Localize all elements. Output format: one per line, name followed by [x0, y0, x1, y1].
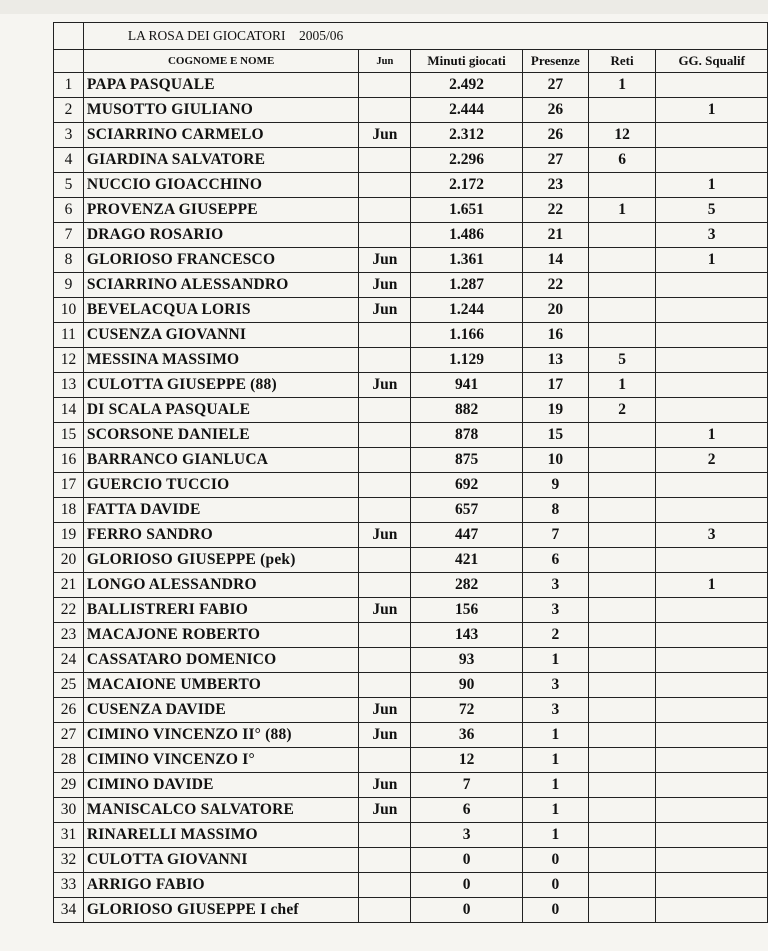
junior-flag: Jun: [359, 523, 411, 548]
row-number: 20: [54, 548, 84, 573]
goals: 2: [588, 398, 656, 423]
player-name: PROVENZA GIUSEPPE: [83, 198, 359, 223]
suspension-days: [656, 498, 768, 523]
suspension-days: 2: [656, 448, 768, 473]
header-num: [54, 50, 84, 73]
junior-flag: [359, 498, 411, 523]
player-name: ARRIGO FABIO: [83, 873, 359, 898]
minutes-played: 2.492: [411, 73, 523, 98]
player-name: MUSOTTO GIULIANO: [83, 98, 359, 123]
junior-flag: [359, 173, 411, 198]
player-name: CIMINO VINCENZO I°: [83, 748, 359, 773]
suspension-days: [656, 873, 768, 898]
minutes-played: 878: [411, 423, 523, 448]
table-row: [54, 523, 768, 548]
player-name: CUSENZA DAVIDE: [83, 698, 359, 723]
player-name: SCIARRINO CARMELO: [83, 123, 359, 148]
presences: 26: [522, 123, 588, 148]
minutes-played: 875: [411, 448, 523, 473]
table-row: [54, 548, 768, 573]
minutes-played: 143: [411, 623, 523, 648]
junior-flag: Jun: [359, 773, 411, 798]
player-name: DRAGO ROSARIO: [83, 223, 359, 248]
player-name: CULOTTA GIUSEPPE (88): [83, 373, 359, 398]
presences: 16: [522, 323, 588, 348]
scan-edge: [0, 0, 768, 14]
junior-flag: [359, 223, 411, 248]
suspension-days: [656, 598, 768, 623]
minutes-played: 36: [411, 723, 523, 748]
junior-flag: Jun: [359, 698, 411, 723]
presences: 13: [522, 348, 588, 373]
junior-flag: [359, 848, 411, 873]
junior-flag: Jun: [359, 798, 411, 823]
minutes-played: 1.486: [411, 223, 523, 248]
table-row: [54, 873, 768, 898]
player-name: CASSATARO DOMENICO: [83, 648, 359, 673]
player-name: BARRANCO GIANLUCA: [83, 448, 359, 473]
junior-flag: [359, 348, 411, 373]
minutes-played: 2.312: [411, 123, 523, 148]
row-number: 34: [54, 898, 84, 923]
presences: 0: [522, 873, 588, 898]
goals: [588, 698, 656, 723]
row-number: 32: [54, 848, 84, 873]
goals: [588, 723, 656, 748]
row-number: 15: [54, 423, 84, 448]
minutes-played: 1.361: [411, 248, 523, 273]
goals: 5: [588, 348, 656, 373]
row-number: 31: [54, 823, 84, 848]
table-row: [54, 73, 768, 98]
suspension-days: [656, 848, 768, 873]
presences: 1: [522, 773, 588, 798]
table-row: [54, 823, 768, 848]
presences: 2: [522, 623, 588, 648]
row-number: 21: [54, 573, 84, 598]
minutes-played: 93: [411, 648, 523, 673]
presences: 0: [522, 848, 588, 873]
presences: 17: [522, 373, 588, 398]
table-row: [54, 448, 768, 473]
presences: 3: [522, 573, 588, 598]
table-row: [54, 698, 768, 723]
table-row: [54, 473, 768, 498]
presences: 23: [522, 173, 588, 198]
player-name: SCORSONE DANIELE: [83, 423, 359, 448]
row-number: 10: [54, 298, 84, 323]
player-name: CULOTTA GIOVANNI: [83, 848, 359, 873]
goals: [588, 773, 656, 798]
presences: 20: [522, 298, 588, 323]
player-name: MANISCALCO SALVATORE: [83, 798, 359, 823]
goals: [588, 498, 656, 523]
player-name: GIARDINA SALVATORE: [83, 148, 359, 173]
row-number: 23: [54, 623, 84, 648]
junior-flag: [359, 823, 411, 848]
junior-flag: [359, 898, 411, 923]
table-row: [54, 773, 768, 798]
minutes-played: 447: [411, 523, 523, 548]
minutes-played: 0: [411, 873, 523, 898]
minutes-played: 941: [411, 373, 523, 398]
player-name: DI SCALA PASQUALE: [83, 398, 359, 423]
goals: [588, 648, 656, 673]
junior-flag: [359, 623, 411, 648]
junior-flag: [359, 648, 411, 673]
suspension-days: [656, 273, 768, 298]
row-number: 28: [54, 748, 84, 773]
junior-flag: Jun: [359, 598, 411, 623]
table-row: [54, 673, 768, 698]
presences: 1: [522, 748, 588, 773]
goals: [588, 448, 656, 473]
presences: 22: [522, 273, 588, 298]
header-minutes: Minuti giocati: [411, 50, 523, 73]
header-name: COGNOME E NOME: [83, 50, 359, 73]
header-jun: Jun: [359, 50, 411, 73]
row-number: 27: [54, 723, 84, 748]
goals: [588, 598, 656, 623]
goals: [588, 848, 656, 873]
row-number: 13: [54, 373, 84, 398]
suspension-days: 1: [656, 423, 768, 448]
title-row: [54, 23, 768, 50]
minutes-played: 7: [411, 773, 523, 798]
goals: [588, 473, 656, 498]
goals: [588, 573, 656, 598]
suspension-days: [656, 473, 768, 498]
minutes-played: 72: [411, 698, 523, 723]
table-row: [54, 723, 768, 748]
table-row: [54, 248, 768, 273]
presences: 8: [522, 498, 588, 523]
minutes-played: 3: [411, 823, 523, 848]
junior-flag: [359, 198, 411, 223]
table-row: [54, 123, 768, 148]
player-name: GLORIOSO GIUSEPPE I chef: [83, 898, 359, 923]
suspension-days: [656, 898, 768, 923]
table-row: [54, 198, 768, 223]
row-number: 22: [54, 598, 84, 623]
junior-flag: Jun: [359, 298, 411, 323]
suspension-days: [656, 723, 768, 748]
player-name: BEVELACQUA LORIS: [83, 298, 359, 323]
row-number: 2: [54, 98, 84, 123]
player-name: FATTA DAVIDE: [83, 498, 359, 523]
suspension-days: [656, 673, 768, 698]
presences: 3: [522, 673, 588, 698]
suspension-days: [656, 798, 768, 823]
suspension-days: [656, 648, 768, 673]
row-number: 9: [54, 273, 84, 298]
row-number: 29: [54, 773, 84, 798]
row-number: 19: [54, 523, 84, 548]
table-row: [54, 498, 768, 523]
minutes-played: 1.166: [411, 323, 523, 348]
title-text: LA ROSA DEI GIOCATORI: [127, 28, 286, 43]
junior-flag: Jun: [359, 123, 411, 148]
goals: [588, 898, 656, 923]
junior-flag: [359, 873, 411, 898]
suspension-days: [656, 348, 768, 373]
table-row: [54, 573, 768, 598]
season-text: 2005/06: [299, 28, 344, 43]
junior-flag: [359, 98, 411, 123]
goals: [588, 623, 656, 648]
player-name: NUCCIO GIOACCHINO: [83, 173, 359, 198]
title-corner: [54, 23, 84, 50]
junior-flag: [359, 398, 411, 423]
table-row: [54, 273, 768, 298]
junior-flag: [359, 448, 411, 473]
player-name: MESSINA MASSIMO: [83, 348, 359, 373]
goals: [588, 523, 656, 548]
row-number: 5: [54, 173, 84, 198]
junior-flag: [359, 423, 411, 448]
suspension-days: 3: [656, 523, 768, 548]
goals: [588, 673, 656, 698]
goals: [588, 423, 656, 448]
roster-table: [53, 22, 768, 923]
goals: [588, 548, 656, 573]
suspension-days: 1: [656, 173, 768, 198]
junior-flag: [359, 73, 411, 98]
row-number: 4: [54, 148, 84, 173]
suspension-days: [656, 748, 768, 773]
goals: [588, 323, 656, 348]
presences: 3: [522, 598, 588, 623]
minutes-played: 421: [411, 548, 523, 573]
goals: [588, 223, 656, 248]
minutes-played: 2.296: [411, 148, 523, 173]
suspension-days: [656, 298, 768, 323]
table-row: [54, 423, 768, 448]
presences: 1: [522, 798, 588, 823]
goals: [588, 248, 656, 273]
minutes-played: 882: [411, 398, 523, 423]
goals: [588, 98, 656, 123]
presences: 21: [522, 223, 588, 248]
row-number: 24: [54, 648, 84, 673]
player-name: CIMINO VINCENZO II° (88): [83, 723, 359, 748]
presences: 6: [522, 548, 588, 573]
table-row: [54, 223, 768, 248]
header-goals: Reti: [588, 50, 656, 73]
goals: [588, 823, 656, 848]
table-row: [54, 98, 768, 123]
minutes-played: 90: [411, 673, 523, 698]
junior-flag: [359, 548, 411, 573]
table-row: [54, 598, 768, 623]
minutes-played: 1.129: [411, 348, 523, 373]
junior-flag: Jun: [359, 373, 411, 398]
presences: 3: [522, 698, 588, 723]
row-number: 25: [54, 673, 84, 698]
row-number: 1: [54, 73, 84, 98]
presences: 19: [522, 398, 588, 423]
player-name: GUERCIO TUCCIO: [83, 473, 359, 498]
player-name: SCIARRINO ALESSANDRO: [83, 273, 359, 298]
junior-flag: [359, 673, 411, 698]
header-presences: Presenze: [522, 50, 588, 73]
junior-flag: [359, 573, 411, 598]
row-number: 26: [54, 698, 84, 723]
header-suspensions: GG. Squalif: [656, 50, 768, 73]
row-number: 8: [54, 248, 84, 273]
minutes-played: 156: [411, 598, 523, 623]
presences: 27: [522, 148, 588, 173]
presences: 1: [522, 723, 588, 748]
row-number: 3: [54, 123, 84, 148]
row-number: 33: [54, 873, 84, 898]
minutes-played: 692: [411, 473, 523, 498]
table-row: [54, 623, 768, 648]
suspension-days: [656, 623, 768, 648]
player-name: MACAIONE UMBERTO: [83, 673, 359, 698]
goals: 1: [588, 198, 656, 223]
junior-flag: [359, 473, 411, 498]
presences: 22: [522, 198, 588, 223]
minutes-played: 12: [411, 748, 523, 773]
presences: 9: [522, 473, 588, 498]
goals: [588, 298, 656, 323]
table-row: [54, 173, 768, 198]
minutes-played: 1.287: [411, 273, 523, 298]
presences: 15: [522, 423, 588, 448]
minutes-played: 0: [411, 898, 523, 923]
player-name: PAPA PASQUALE: [83, 73, 359, 98]
suspension-days: 5: [656, 198, 768, 223]
junior-flag: Jun: [359, 248, 411, 273]
suspension-days: 1: [656, 248, 768, 273]
goals: 6: [588, 148, 656, 173]
player-name: GLORIOSO GIUSEPPE (pek): [83, 548, 359, 573]
presences: 1: [522, 648, 588, 673]
presences: 7: [522, 523, 588, 548]
row-number: 6: [54, 198, 84, 223]
junior-flag: [359, 748, 411, 773]
minutes-played: 1.244: [411, 298, 523, 323]
suspension-days: [656, 698, 768, 723]
table-row: [54, 373, 768, 398]
goals: 12: [588, 123, 656, 148]
player-name: BALLISTRERI FABIO: [83, 598, 359, 623]
suspension-days: [656, 373, 768, 398]
minutes-played: 2.444: [411, 98, 523, 123]
goals: 1: [588, 373, 656, 398]
row-number: 30: [54, 798, 84, 823]
table-row: [54, 748, 768, 773]
presences: 26: [522, 98, 588, 123]
table-row: [54, 323, 768, 348]
presences: 14: [522, 248, 588, 273]
row-number: 14: [54, 398, 84, 423]
table-title: [83, 23, 410, 50]
presences: 0: [522, 898, 588, 923]
row-number: 12: [54, 348, 84, 373]
suspension-days: [656, 148, 768, 173]
table-row: [54, 648, 768, 673]
player-name: LONGO ALESSANDRO: [83, 573, 359, 598]
player-name: MACAJONE ROBERTO: [83, 623, 359, 648]
minutes-played: 1.651: [411, 198, 523, 223]
goals: [588, 748, 656, 773]
player-name: RINARELLI MASSIMO: [83, 823, 359, 848]
goals: [588, 173, 656, 198]
table-row: [54, 348, 768, 373]
suspension-days: [656, 73, 768, 98]
player-name: FERRO SANDRO: [83, 523, 359, 548]
row-number: 11: [54, 323, 84, 348]
junior-flag: [359, 148, 411, 173]
header-row: [54, 50, 768, 73]
minutes-played: 657: [411, 498, 523, 523]
suspension-days: [656, 773, 768, 798]
table-row: [54, 398, 768, 423]
goals: [588, 798, 656, 823]
table-row: [54, 148, 768, 173]
table-row: [54, 298, 768, 323]
presences: 10: [522, 448, 588, 473]
row-number: 18: [54, 498, 84, 523]
junior-flag: [359, 323, 411, 348]
goals: [588, 273, 656, 298]
presences: 1: [522, 823, 588, 848]
row-number: 7: [54, 223, 84, 248]
suspension-days: [656, 323, 768, 348]
table-row: [54, 798, 768, 823]
junior-flag: Jun: [359, 273, 411, 298]
suspension-days: [656, 823, 768, 848]
minutes-played: 6: [411, 798, 523, 823]
goals: 1: [588, 73, 656, 98]
table-row: [54, 848, 768, 873]
minutes-played: 282: [411, 573, 523, 598]
suspension-days: 1: [656, 98, 768, 123]
minutes-played: 0: [411, 848, 523, 873]
title-blank: [411, 23, 768, 50]
row-number: 17: [54, 473, 84, 498]
suspension-days: 1: [656, 573, 768, 598]
suspension-days: [656, 548, 768, 573]
goals: [588, 873, 656, 898]
suspension-days: 3: [656, 223, 768, 248]
minutes-played: 2.172: [411, 173, 523, 198]
table-row: [54, 898, 768, 923]
suspension-days: [656, 398, 768, 423]
presences: 27: [522, 73, 588, 98]
player-name: CIMINO DAVIDE: [83, 773, 359, 798]
player-name: CUSENZA GIOVANNI: [83, 323, 359, 348]
suspension-days: [656, 123, 768, 148]
row-number: 16: [54, 448, 84, 473]
junior-flag: Jun: [359, 723, 411, 748]
player-name: GLORIOSO FRANCESCO: [83, 248, 359, 273]
